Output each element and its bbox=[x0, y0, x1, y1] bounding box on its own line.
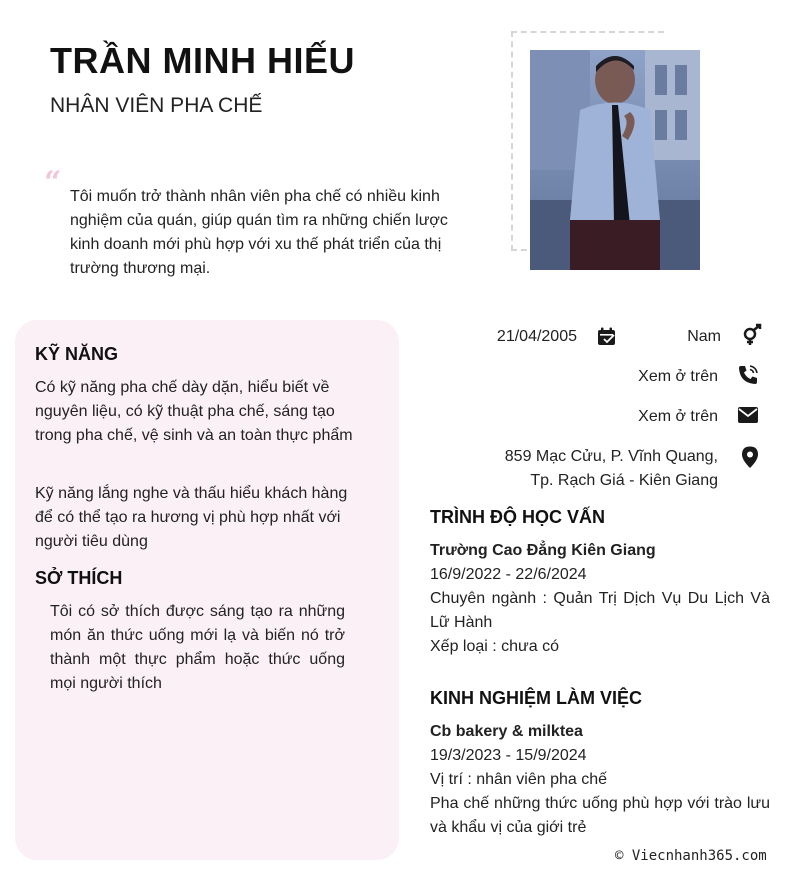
candidate-name: TRẦN MINH HIẾU bbox=[50, 40, 355, 81]
hobbies-title: SỞ THÍCH bbox=[35, 568, 123, 588]
calendar-icon bbox=[595, 325, 619, 349]
watermark: © Viecnhanh365.com bbox=[615, 848, 767, 864]
quote-icon: “ bbox=[44, 165, 62, 200]
experience-position: Vị trí : nhân viên pha chế bbox=[430, 771, 607, 788]
career-objective: Tôi muốn trở thành nhân viên pha chế có nhiều kinh nghiệm của quán, giúp quán tìm ra những chiến lược kinh doanh mới phù hợp với xu thế phát triển của thị trường thương mại. bbox=[70, 188, 448, 277]
email-value: Xem ở trên bbox=[638, 408, 718, 425]
profile-photo-illustration bbox=[530, 50, 700, 270]
education-period: 16/9/2022 - 22/6/2024 bbox=[430, 566, 587, 583]
job-title: NHÂN VIÊN PHA CHẾ bbox=[50, 94, 263, 117]
skills-title: KỸ NĂNG bbox=[35, 344, 119, 364]
education-major: Chuyên ngành : Quản Trị Dịch Vụ Du Lịch Và Lữ Hành bbox=[430, 590, 770, 631]
education-title: TRÌNH ĐỘ HỌC VẤN bbox=[430, 507, 605, 527]
skill-item: Kỹ năng lắng nghe và thấu hiểu khách hàng để có thể tạo ra hương vị phù hợp nhất với người tiêu dùng bbox=[35, 485, 348, 550]
address-line-1: 859 Mạc Cửu, P. Vĩnh Quang, bbox=[504, 448, 718, 465]
experience-description: Pha chế những thức uống phù hợp với trào lưu và khẩu vị của giới trẻ bbox=[430, 795, 770, 836]
profile-photo bbox=[530, 50, 700, 270]
phone-value: Xem ở trên bbox=[638, 368, 718, 385]
skill-item: Có kỹ năng pha chế dày dặn, hiểu biết về nguyên liệu, có kỹ thuật pha chế, sáng tạo trong pha chế, vệ sinh và an toàn thực phẩm bbox=[35, 379, 353, 444]
education-rank: Xếp loại : chưa có bbox=[430, 638, 560, 655]
school-name: Trường Cao Đẳng Kiên Giang bbox=[430, 542, 656, 559]
experience-title: KINH NGHIỆM LÀM VIỆC bbox=[430, 688, 643, 708]
gender-value: Nam bbox=[687, 328, 721, 345]
hobbies-text: Tôi có sở thích được sáng tạo ra những món ăn thức uống mới lạ và biến nó trở thành một thực phẩm hoặc thức uống mọi người thích bbox=[50, 603, 345, 692]
phone-icon bbox=[736, 363, 760, 387]
address-line-2: Tp. Rạch Giá - Kiên Giang bbox=[530, 472, 718, 489]
location-icon bbox=[738, 445, 762, 469]
gender-icon bbox=[740, 323, 764, 347]
birthday-value: 21/04/2005 bbox=[496, 328, 577, 345]
experience-period: 19/3/2023 - 15/9/2024 bbox=[430, 747, 587, 764]
company-name: Cb bakery & milktea bbox=[430, 723, 583, 740]
email-icon bbox=[736, 403, 760, 427]
